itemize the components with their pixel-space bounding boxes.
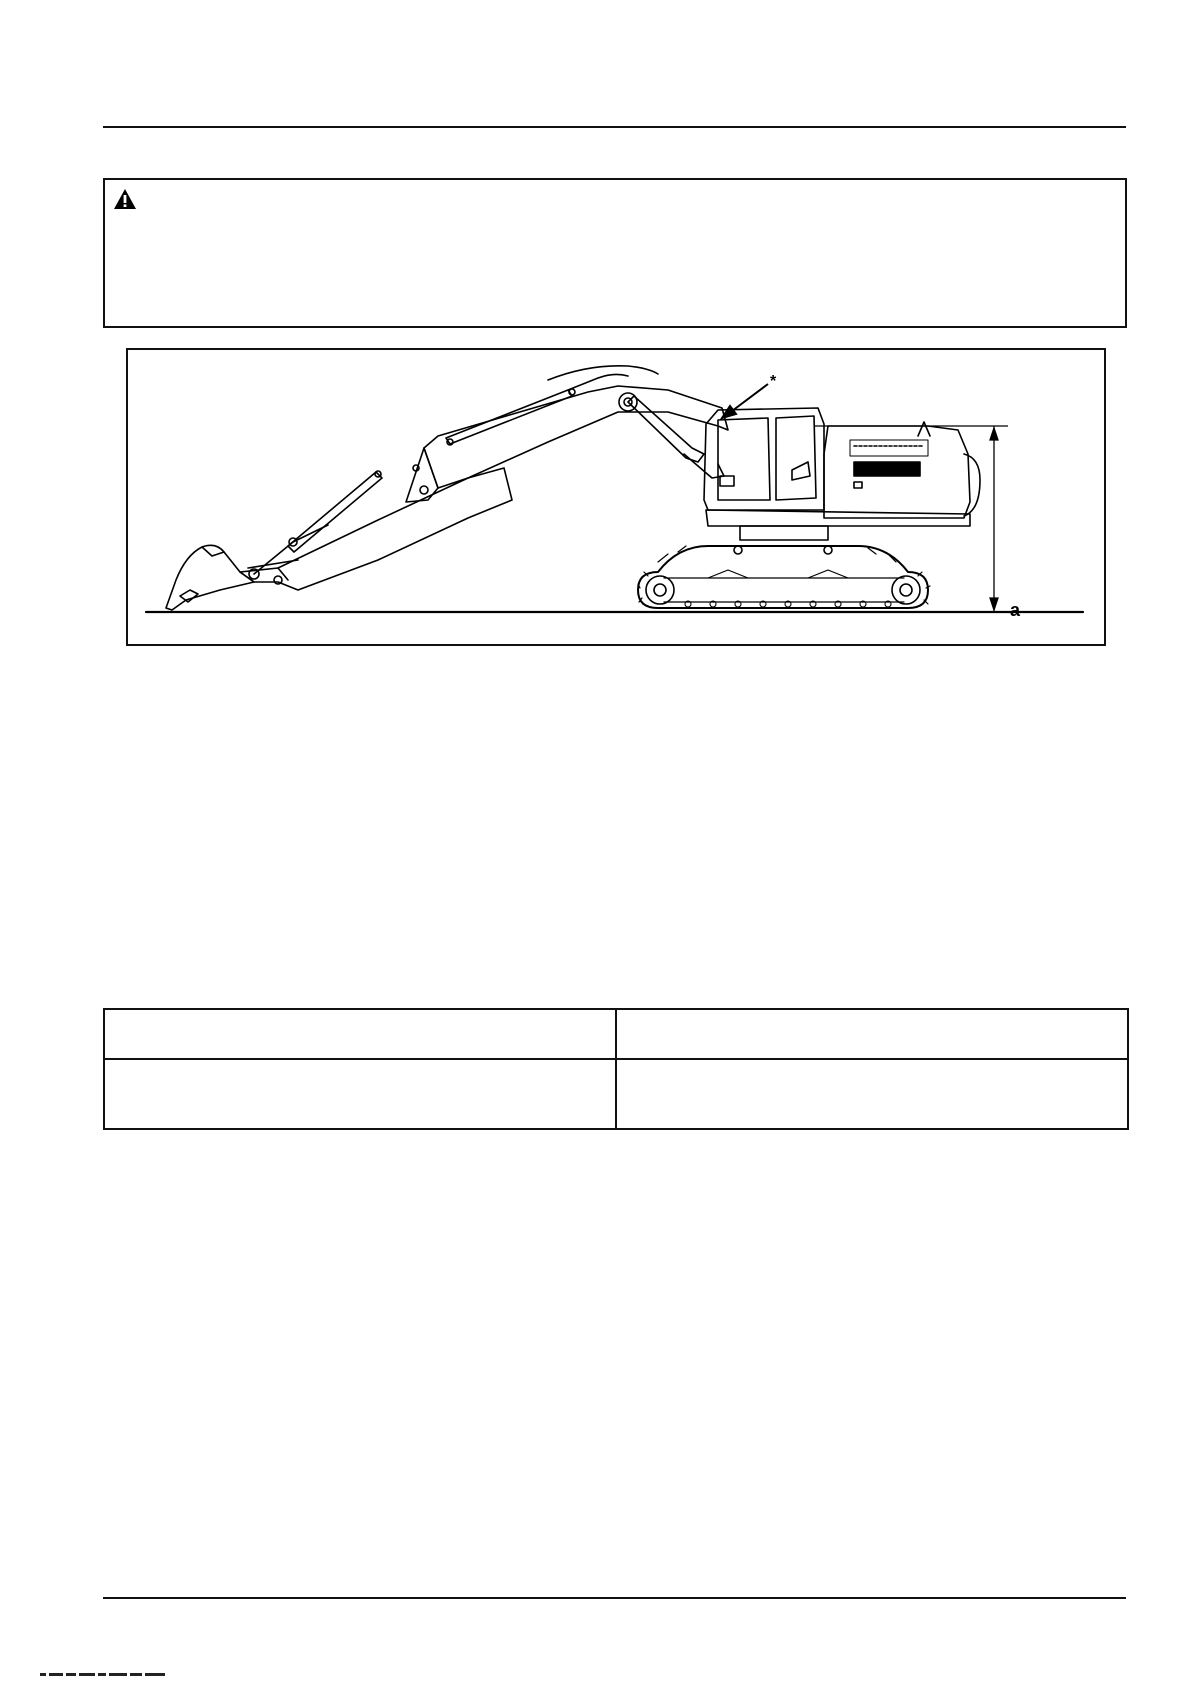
marker-label: * [770,373,777,390]
height-label: a [1010,600,1021,620]
excavator-figure [126,348,1106,646]
table-cell [616,1059,1128,1129]
excavator-drawing [128,350,1104,644]
header-rule [103,126,1126,128]
table-header-cell [616,1009,1128,1059]
table-cell [104,1059,616,1129]
table-row [104,1059,1128,1129]
footer-rule [103,1597,1126,1599]
warning-box [103,178,1127,328]
footer-mark [40,1673,180,1681]
table-header-cell [104,1009,616,1059]
spec-table [103,1008,1129,1130]
table-header-row [104,1009,1128,1059]
warning-triangle-icon [113,188,137,210]
